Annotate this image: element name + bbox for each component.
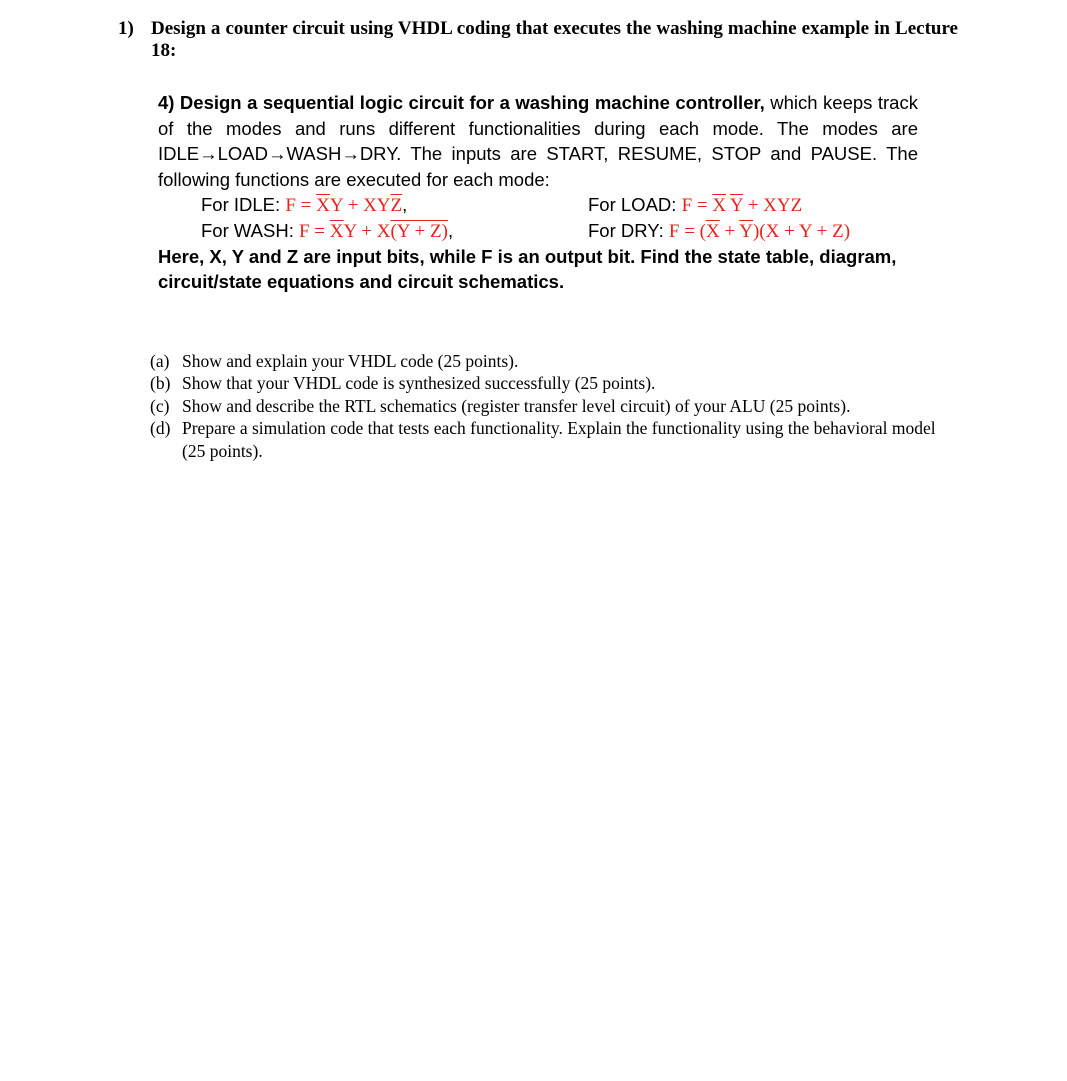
question-text: Design a counter circuit using VHDL coding that executes the washing machine example in Lecture 18: bbox=[151, 18, 958, 61]
dry-function bbox=[588, 218, 850, 245]
part-a bbox=[150, 350, 950, 372]
part-c bbox=[150, 395, 950, 417]
part-label: (a) bbox=[150, 351, 170, 371]
part-label: (c) bbox=[150, 395, 170, 416]
idle-function: For IDLE: $F = \overline{X}Y + XY\overline{Z}$, bbox=[201, 194, 408, 217]
function-row-2 bbox=[158, 218, 918, 244]
load-formula: $F = \overline{X}$ $\overline{Y}$ + XYZ bbox=[681, 195, 803, 217]
part-text: Prepare a simulation code that tests each functionality. Explain the functionality using the behavioral model (25 points). bbox=[182, 418, 936, 461]
lecture-excerpt bbox=[158, 90, 918, 295]
function-row-1 bbox=[158, 192, 918, 218]
part-text: Show and explain your VHDL code (25 points). bbox=[182, 351, 519, 371]
part-b bbox=[150, 372, 950, 394]
dry-formula: $F = (\overline{X} + \overline{Y})(X + Y + Z)$ bbox=[668, 220, 851, 242]
part-label: (b) bbox=[150, 373, 171, 394]
question-parts bbox=[150, 350, 950, 462]
wash-label: For WASH: bbox=[201, 219, 299, 241]
wash-formula: $F = \overline{X}Y + X(Y + Z)$ bbox=[298, 220, 448, 242]
part-text: Show that your VHDL code is synthesized successfully (25 points). bbox=[182, 373, 656, 394]
load-function bbox=[588, 192, 802, 219]
part-d bbox=[150, 417, 950, 462]
idle-label: For IDLE: bbox=[201, 194, 286, 216]
part-text: Show and describe the RTL schematics (register transfer level circuit) of your ALU (25 points). bbox=[182, 395, 851, 416]
load-label: For LOAD: bbox=[588, 194, 682, 216]
excerpt-conclusion: Here, X, Y and Z are input bits, while F is an output bit. Find the state table, diagram, circuit/state equations and circuit schematics. bbox=[158, 245, 897, 293]
dry-label: For DRY: bbox=[588, 219, 669, 241]
question-header bbox=[118, 18, 958, 62]
wash-function: For WASH: $F = \overline{X}Y + X(Y + Z)$, bbox=[201, 219, 454, 242]
excerpt-intro bbox=[158, 90, 918, 192]
idle-formula: $F = \overline{X}Y + XY\overline{Z}$ bbox=[285, 195, 403, 217]
part-label: (d) bbox=[150, 418, 171, 439]
excerpt-intro-bold: 4) Design a sequential logic circuit for a washing machine controller, bbox=[158, 92, 765, 113]
question-number: 1) bbox=[118, 18, 134, 39]
excerpt-intro-rest: which keeps track of the modes and runs different functionalities during each mode. The modes are IDLE→LOAD→WASH→DRY. The inputs are START, RESUME, STOP and PAUSE. The following functions are executed for each mode: bbox=[158, 92, 918, 190]
